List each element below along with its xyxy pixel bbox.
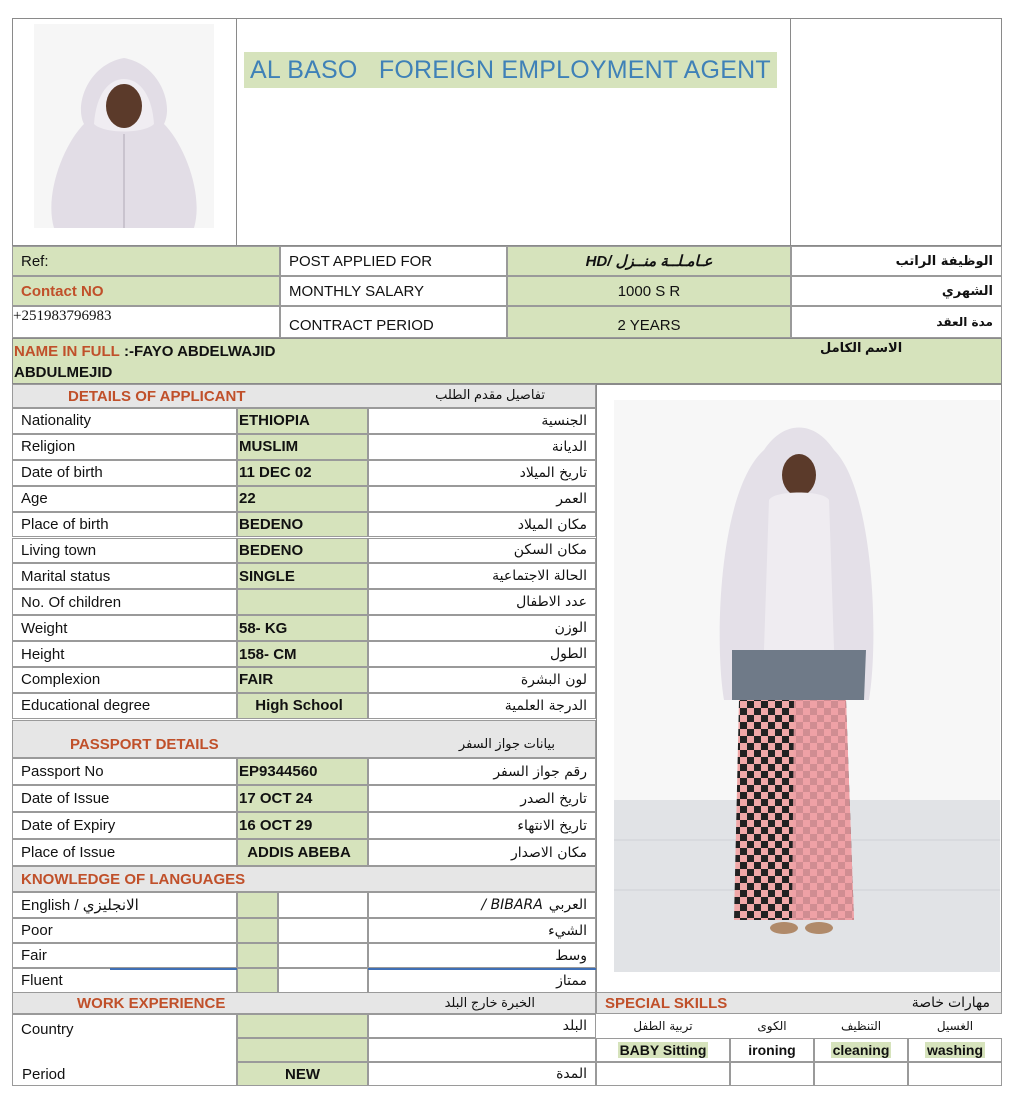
applicant-row-ar: الديانة <box>368 434 596 460</box>
applicant-row-label: Weight <box>12 615 237 641</box>
skill-item-label: BABY Sitting <box>619 1042 707 1058</box>
arabic-lang <box>368 892 596 918</box>
applicant-row-label: Living town <box>12 538 237 564</box>
passport-row-ar: مكان الاصدار <box>368 839 596 866</box>
applicant-row-label: Religion <box>12 434 237 460</box>
applicant-row-label: Educational degree <box>12 693 237 719</box>
applicant-row-ar: مكان السكن <box>368 538 596 564</box>
applicant-row-value: BEDENO <box>237 538 368 564</box>
language-row-check <box>237 918 278 943</box>
passport-row-label: Date of Expiry <box>12 812 237 839</box>
contact-label: Contact NO <box>12 276 280 306</box>
english-cell-2 <box>278 892 368 918</box>
name-value-2: ABDULMEJID <box>14 364 113 381</box>
post-value-text: HD/ عـامـلــة منــزل <box>585 253 713 270</box>
applicant-row-ar: الوزن <box>368 615 596 641</box>
passport-row-ar: رقم جواز السفر <box>368 758 596 785</box>
applicant-row-value <box>237 589 368 615</box>
applicant-row-ar: لون البشرة <box>368 667 596 693</box>
applicant-row-label: Age <box>12 486 237 512</box>
applicant-row-value: 58- KG <box>237 615 368 641</box>
language-row-blank <box>278 918 368 943</box>
skill-item-label: cleaning <box>832 1042 890 1058</box>
portrait-photo <box>34 24 214 228</box>
skill-item-label: ironing <box>748 1042 796 1058</box>
skill-ar-label: الكوى <box>757 1019 787 1033</box>
applicant-row-label: Nationality <box>12 408 237 434</box>
skill-ar-label: تربية الطفل <box>633 1019 693 1033</box>
country-cell-1 <box>237 1014 368 1038</box>
country-ar: البلد <box>368 1014 596 1038</box>
skills-header-label: SPECIAL SKILLS <box>605 994 728 1012</box>
skill-ar-label: الغسيل <box>936 1019 974 1033</box>
applicant-row-label: Place of birth <box>12 512 237 538</box>
name-block <box>14 341 275 383</box>
applicant-row-value: BEDENO <box>237 512 368 538</box>
name-value-1: :-FAYO ABDELWAJID <box>124 343 276 360</box>
language-row-label: Fluent <box>12 968 237 993</box>
applicant-row-ar: تاريخ الميلاد <box>368 460 596 486</box>
salary-value: 1000 S R <box>507 276 791 306</box>
language-row-label: Poor <box>12 918 237 943</box>
languages-header-label: KNOWLEDGE OF LANGUAGES <box>21 870 246 888</box>
applicant-row-value: High School <box>237 693 368 719</box>
language-row-ar: الشيء <box>368 918 596 943</box>
underline-decoration <box>110 968 237 970</box>
salary-label: MONTHLY SALARY <box>280 276 507 306</box>
skill-item <box>908 1038 1002 1062</box>
post-value <box>507 246 791 276</box>
post-label: POST APPLIED FOR <box>280 246 507 276</box>
applicant-row-value: ETHIOPIA <box>237 408 368 434</box>
applicant-row-label: Complexion <box>12 667 237 693</box>
passport-row-value: 16 OCT 29 <box>237 812 368 839</box>
country-blank <box>368 1038 596 1062</box>
contact-value: +251983796983 <box>12 306 280 338</box>
contract-value: 2 YEARS <box>507 306 791 338</box>
english-cell-1 <box>237 892 278 918</box>
applicant-row-value: FAIR <box>237 667 368 693</box>
agency-title-box <box>244 52 777 88</box>
language-row-check <box>237 943 278 968</box>
skill-item <box>730 1038 814 1062</box>
post-ar: الوظيفة الراتب <box>791 246 1002 276</box>
applicant-row-value: 22 <box>237 486 368 512</box>
applicant-row-label: Height <box>12 641 237 667</box>
language-row-check <box>237 968 278 993</box>
skill-blank <box>908 1062 1002 1086</box>
skill-ar-label: التنظيف <box>840 1019 882 1033</box>
contract-label: CONTRACT PERIOD <box>280 306 507 338</box>
ref-label: Ref: <box>12 246 280 276</box>
period-value: NEW <box>237 1062 368 1086</box>
languages-header <box>12 866 596 892</box>
applicant-row-ar: الجنسية <box>368 408 596 434</box>
skill-item <box>596 1038 730 1062</box>
name-label: NAME IN FULL <box>14 343 120 360</box>
passport-row-label: Date of Issue <box>12 785 237 812</box>
skill-blank <box>596 1062 730 1086</box>
salary-ar: الشهري <box>791 276 1002 306</box>
header-divider-right <box>790 18 791 246</box>
passport-row-ar: تاريخ الانتهاء <box>368 812 596 839</box>
applicant-row-label: No. Of children <box>12 589 237 615</box>
english-label: English / الانجليزي <box>12 892 237 918</box>
passport-row-value: EP9344560 <box>237 758 368 785</box>
work-header-label: WORK EXPERIENCE <box>77 994 226 1012</box>
applicant-row-value: 11 DEC 02 <box>237 460 368 486</box>
applicant-header-ar: تفاصيل مقدم الطلب <box>435 387 545 402</box>
applicant-row-value: 158- CM <box>237 641 368 667</box>
arabic-lang-ar: العربي <box>548 897 587 913</box>
applicant-row-ar: الطول <box>368 641 596 667</box>
applicant-row-ar: الدرجة العلمية <box>368 693 596 719</box>
applicant-row-ar: عدد الاطفال <box>368 589 596 615</box>
language-row-blank <box>278 968 368 993</box>
work-header-ar: الخبرة خارج البلد <box>444 995 535 1010</box>
arabic-lang-value: BIBARA / <box>481 897 543 913</box>
contract-ar: مدة العقد <box>791 306 1002 338</box>
period-ar: المدة <box>368 1062 596 1086</box>
name-ar: الاسم الكامل <box>820 340 903 355</box>
skill-blank <box>730 1062 814 1086</box>
country-cell-2 <box>237 1038 368 1062</box>
applicant-row-ar: مكان الميلاد <box>368 512 596 538</box>
passport-row-value: 17 OCT 24 <box>237 785 368 812</box>
passport-row-value: ADDIS ABEBA <box>237 839 368 866</box>
passport-header-label: PASSPORT DETAILS <box>70 736 219 753</box>
passport-header-ar: بيانات جواز السفر <box>458 736 555 751</box>
passport-row-ar: تاريخ الصدر <box>368 785 596 812</box>
country-label: Country <box>12 1014 237 1086</box>
applicant-row-value: SINGLE <box>237 563 368 589</box>
passport-row-label: Place of Issue <box>12 839 237 866</box>
skill-item-label: washing <box>926 1042 983 1058</box>
applicant-row-value: MUSLIM <box>237 434 368 460</box>
underline-decoration <box>368 968 596 970</box>
applicant-row-label: Date of birth <box>12 460 237 486</box>
language-row-label: Fair <box>12 943 237 968</box>
applicant-row-label: Marital status <box>12 563 237 589</box>
period-label: Period <box>22 1066 66 1083</box>
header-divider-left <box>236 18 237 246</box>
agency-title: AL BASO FOREIGN EMPLOYMENT AGENT <box>250 55 771 84</box>
language-row-ar: ممتاز <box>368 968 596 993</box>
applicant-row-ar: الحالة الاجتماعية <box>368 563 596 589</box>
skills-header-ar: مهارات خاصة <box>911 994 990 1010</box>
fullbody-photo <box>614 400 1000 972</box>
applicant-row-ar: العمر <box>368 486 596 512</box>
language-row-ar: وسط <box>368 943 596 968</box>
skill-item <box>814 1038 908 1062</box>
language-row-blank <box>278 943 368 968</box>
skill-blank <box>814 1062 908 1086</box>
passport-row-label: Passport No <box>12 758 237 785</box>
applicant-header-label: DETAILS OF APPLICANT <box>68 387 246 405</box>
